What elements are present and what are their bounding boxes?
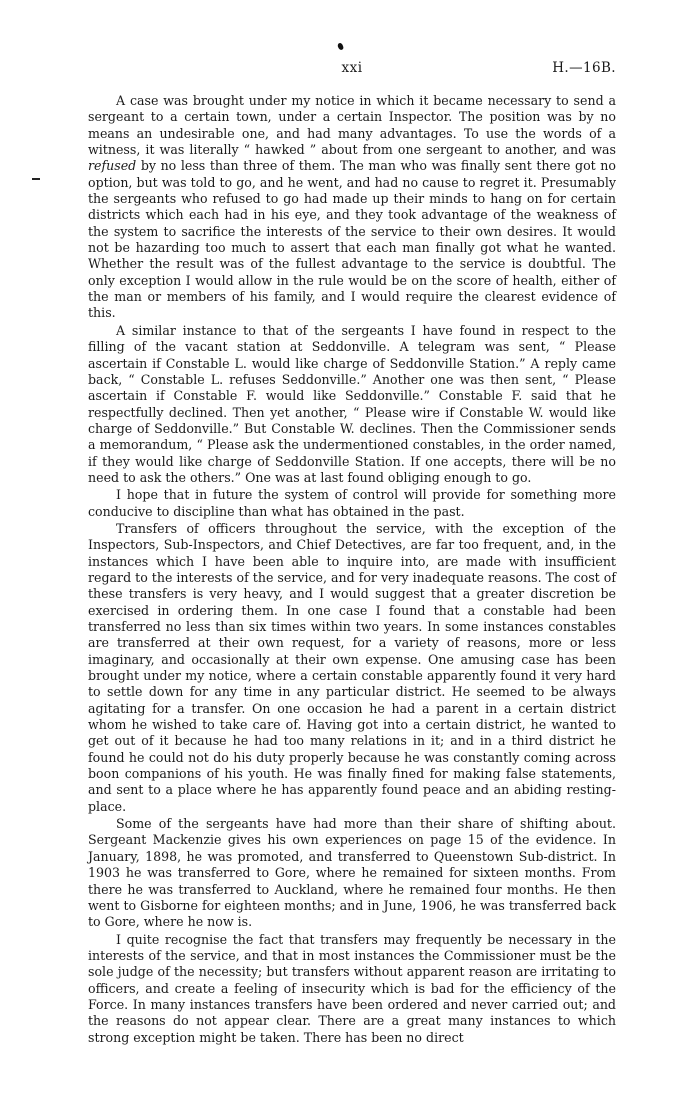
paragraph-mackenzie: Some of the sergeants have had more than their share of shifting about. Sergeant Mackenzie gives his own experiences on page 15 of the evidence. In January, 1898, he was promoted, and transferred to Queenstown Sub-district. In 1903 he was transferred to Gore, where he remained for sixteen months. From there he was transferred to Auckland, where he remained four months. He then went to Gisborne for eighteen months; and in June, 1906, he was transferred back to Gore, where he now is. <box>88 816 616 930</box>
page-header <box>88 60 616 80</box>
margin-mark <box>32 178 40 180</box>
body-text <box>88 93 616 1047</box>
paragraph-sergeant-case <box>88 93 616 322</box>
paragraph-commissioner: I quite recognise the fact that transfers may frequently be necessary in the interests of the service, and that in most instances the Commissioner must be the sole judge of the necessity; but transfers without apparent reason are irritating to officers, and create a feeling of insecurity which is bad for the efficiency of the Force. In many instances transfers have been ordered and never carried out; and the reasons do not appear clear. There are a great many instances to which strong exception might be taken. There has been no direct <box>88 931 616 1045</box>
paragraph-future-control: I hope that in future the system of control will provide for something more conducive to discipline than what has obtained in the past. <box>88 487 616 519</box>
page-number: xxi <box>341 60 363 76</box>
paragraph-transfers: Transfers of officers throughout the service, with the exception of the Inspectors, Sub-Inspectors, and Chief Detectives, are far too frequent, and, in the instances which I have been able to inquire into, are made with insufficient regard to the interests of the service, and for very inadequate reasons. The cost of these transfers is very heavy, and I would suggest that a greater discretion be exercised in ordering them. In one case I found that a constable had been transferred no less than six times within two years. In some instances constables are transferred at their own request, for a variety of reasons, more or less imaginary, and occasionally at their own expense. One amusing case has been brought under my notice, where a certain constable apparently found it very hard to settle down for any time in any particular district. He seemed to be always agitating for a transfer. On one occasion he had a parent in a certain district whom he wished to take care of. Having got into a certain district, he wanted to get out of it because he had too many relations in it; and in a third district he found he could not do his duty properly because he was constantly coming across boon companions of his youth. He was finally fined for making false statements, and sent to a place where he has apparently found peace and an abiding resting-place. <box>88 520 616 814</box>
paragraph-text-continued: by no less than three of them. The man who was finally sent there got no option, but was told to go, and he went, and had no cause to regret it. Presumably the sergeants who refused to go had made up their minds to hang on for certain districts which each had in his eye, and they took advantage of the weakness of the system to sacrifice the interests of the service to their own desires. It would not be hazarding too much to assert that each man finally got what he wanted. Whether the result was of the fullest advantage to the service is doubtful. The only exception I would allow in the rule would be on the score of health, either of the man or members of his family, and I would require the clearest evidence of this. <box>88 158 616 321</box>
italic-word: refused <box>88 158 137 174</box>
ink-speck <box>337 42 344 50</box>
paragraph-seddonville: A similar instance to that of the sergeants I have found in respect to the filling of the vacant station at Seddonville. A telegram was sent, “ Please ascertain if Constable L. would like charge of Seddonville Station.” A reply came back, “ Constable L. refuses Seddonville.” Another one was then sent, “ Please ascertain if Constable F. would like Seddonville.” Constable F. said that he respectfully declined. Then yet another, “ Please wire if Constable W. would like charge of Seddonville.” But Constable W. declines. Then the Commissioner sends a memorandum, “ Please ask the undermentioned constables, in the order named, if they would like charge of Seddonville Station. If one accepts, there will be no need to ask the others.” One was at last found obliging enough to go. <box>88 322 616 485</box>
document-reference: H.—16B. <box>552 60 616 76</box>
paragraph-text: A case was brought under my notice in which it became necessary to send a sergeant to a certain town, under a certain Inspector. The position was by no means an undesirable one, and had many advantages. To use the words of a witness, it was literally “ hawked ” about from one sergeant to another, and was <box>88 93 616 158</box>
